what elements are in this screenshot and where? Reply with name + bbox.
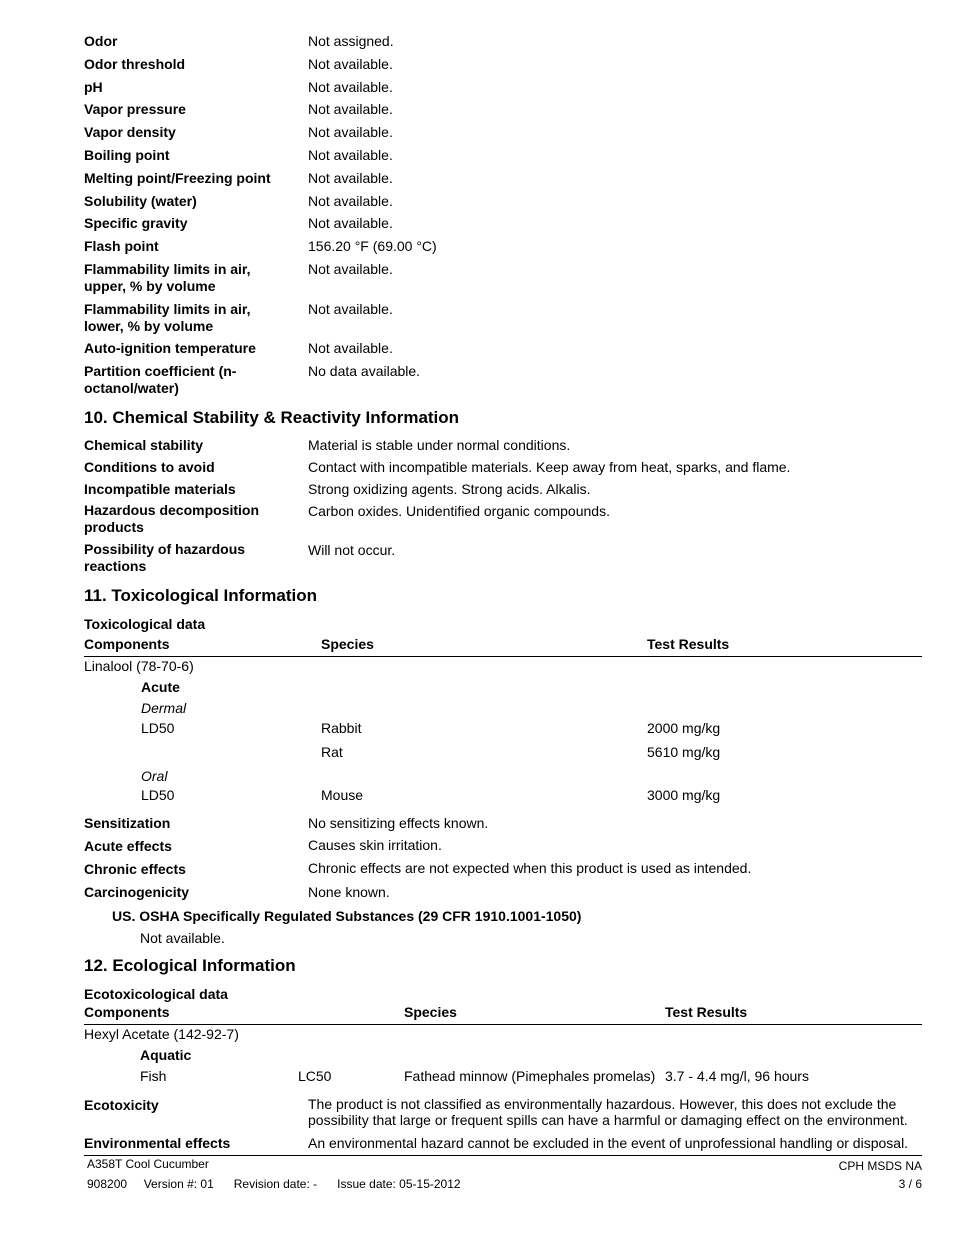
tox-species-mouse: Mouse: [321, 787, 364, 803]
tox-col-results: Test Results: [647, 636, 730, 652]
prop-label: Melting point/Freezing point: [84, 170, 271, 186]
section-12-heading: 12. Ecological Information: [84, 956, 296, 975]
osha-value: Not available.: [140, 930, 225, 946]
prop-label: Vapor density: [84, 124, 176, 140]
incompatible-value: Strong oxidizing agents. Strong acids. Alkalis.: [308, 481, 591, 497]
sensitization-label: Sensitization: [84, 815, 171, 831]
eco-col-species: Species: [404, 1004, 457, 1020]
tox-header-rule: [84, 656, 922, 657]
osha-heading: US. OSHA Specifically Regulated Substances (29 CFR 1910.1001-1050): [112, 908, 582, 924]
conditions-label: Conditions to avoid: [84, 459, 215, 475]
prop-value: Not available.: [308, 261, 393, 277]
tox-acute: Acute: [141, 679, 180, 695]
ecotoxicity-value-line2: possibility that large or frequent spills can have a harmful or damaging effect on the environment.: [308, 1112, 908, 1128]
prop-value: Not available.: [308, 101, 393, 117]
eco-header-rule: [84, 1024, 922, 1025]
prop-value: Not available.: [308, 301, 393, 317]
tox-col-species: Species: [321, 636, 374, 652]
tox-ld50-oral: LD50: [141, 787, 175, 803]
eco-col-results: Test Results: [665, 1004, 748, 1020]
eco-component: Hexyl Acetate (142-92-7): [84, 1026, 239, 1042]
carcinogenicity-value: None known.: [308, 884, 390, 900]
stability-label: Chemical stability: [84, 437, 204, 453]
prop-value: Not available.: [308, 124, 393, 140]
prop-value: No data available.: [308, 363, 421, 379]
environmental-effects-value: An environmental hazard cannot be excluded in the event of unprofessional handling or disposal.: [308, 1135, 909, 1151]
tox-component: Linalool (78-70-6): [84, 658, 194, 674]
section-10-heading: 10. Chemical Stability & Reactivity Information: [84, 408, 460, 427]
prop-label: Specific gravity: [84, 215, 188, 231]
hazardous-reactions-value: Will not occur.: [308, 542, 396, 558]
prop-value: Not available.: [308, 147, 393, 163]
eco-fish-species: Fathead minnow (Pimephales promelas): [404, 1068, 656, 1084]
tox-species-rat: Rat: [321, 744, 343, 760]
eco-col-components: Components: [84, 1004, 170, 1020]
tox-result-rabbit: 2000 mg/kg: [647, 720, 721, 736]
decomposition-label: Hazardous decomposition products: [84, 502, 260, 535]
tox-result-mouse: 3000 mg/kg: [647, 787, 721, 803]
footer-doc-code: CPH MSDS NA: [838, 1159, 922, 1173]
chronic-effects-value: Chronic effects are not expected when this product is used as intended.: [308, 860, 752, 876]
sensitization-value: No sensitizing effects known.: [308, 815, 489, 831]
prop-label: Flammability limits in air, lower, % by volume: [84, 301, 251, 334]
prop-label: Odor: [84, 33, 118, 49]
prop-value: Not available.: [308, 193, 393, 209]
prop-value: Not available.: [308, 170, 393, 186]
tox-col-components: Components: [84, 636, 170, 652]
footer-rule: [84, 1155, 922, 1156]
decomposition-value: Carbon oxides. Unidentified organic compounds.: [308, 503, 610, 519]
incompatible-label: Incompatible materials: [84, 481, 236, 497]
footer-product: A358T Cool Cucumber: [87, 1157, 209, 1171]
footer-meta: 908200 Version #: 01 Revision date: - Issue date: 05-15-2012: [87, 1177, 461, 1191]
eco-aquatic: Aquatic: [140, 1047, 192, 1063]
eco-data-subtitle: Ecotoxicological data: [84, 986, 228, 1002]
prop-label: Vapor pressure: [84, 101, 186, 117]
acute-effects-label: Acute effects: [84, 838, 172, 854]
tox-result-rat: 5610 mg/kg: [647, 744, 721, 760]
environmental-effects-label: Environmental effects: [84, 1135, 231, 1151]
eco-fish-result: 3.7 - 4.4 mg/l, 96 hours: [665, 1068, 809, 1084]
carcinogenicity-label: Carcinogenicity: [84, 884, 190, 900]
tox-oral: Oral: [141, 768, 168, 784]
hazardous-reactions-label: Possibility of hazardous reactions: [84, 541, 246, 574]
eco-fish: Fish: [140, 1068, 167, 1084]
eco-lc50: LC50: [298, 1068, 332, 1084]
prop-value: 156.20 °F (69.00 °C): [308, 238, 437, 254]
prop-label: Odor threshold: [84, 56, 186, 72]
prop-label: Auto-ignition temperature: [84, 340, 256, 356]
tox-dermal: Dermal: [141, 700, 187, 716]
conditions-value: Contact with incompatible materials. Keep away from heat, sparks, and flame.: [308, 459, 791, 475]
prop-value: Not assigned.: [308, 33, 394, 49]
tox-data-subtitle: Toxicological data: [84, 616, 206, 632]
prop-label: Flammability limits in air, upper, % by volume: [84, 261, 251, 294]
ecotoxicity-label: Ecotoxicity: [84, 1097, 159, 1113]
prop-label: Partition coefficient (n-octanol/water): [84, 363, 237, 396]
tox-species-rabbit: Rabbit: [321, 720, 362, 736]
tox-ld50-dermal: LD50: [141, 720, 175, 736]
stability-value: Material is stable under normal conditions.: [308, 437, 571, 453]
acute-effects-value: Causes skin irritation.: [308, 837, 442, 853]
ecotoxicity-value-line1: The product is not classified as environmentally hazardous. However, this does not exclude the: [308, 1096, 897, 1112]
footer-page-number: 3 / 6: [898, 1177, 922, 1191]
chronic-effects-label: Chronic effects: [84, 861, 186, 877]
prop-label: Flash point: [84, 238, 159, 254]
prop-value: Not available.: [308, 340, 393, 356]
prop-label: pH: [84, 79, 103, 95]
prop-value: Not available.: [308, 79, 393, 95]
prop-value: Not available.: [308, 215, 393, 231]
prop-value: Not available.: [308, 56, 393, 72]
prop-label: Boiling point: [84, 147, 170, 163]
section-11-heading: 11. Toxicological Information: [84, 586, 318, 605]
prop-label: Solubility (water): [84, 193, 197, 209]
